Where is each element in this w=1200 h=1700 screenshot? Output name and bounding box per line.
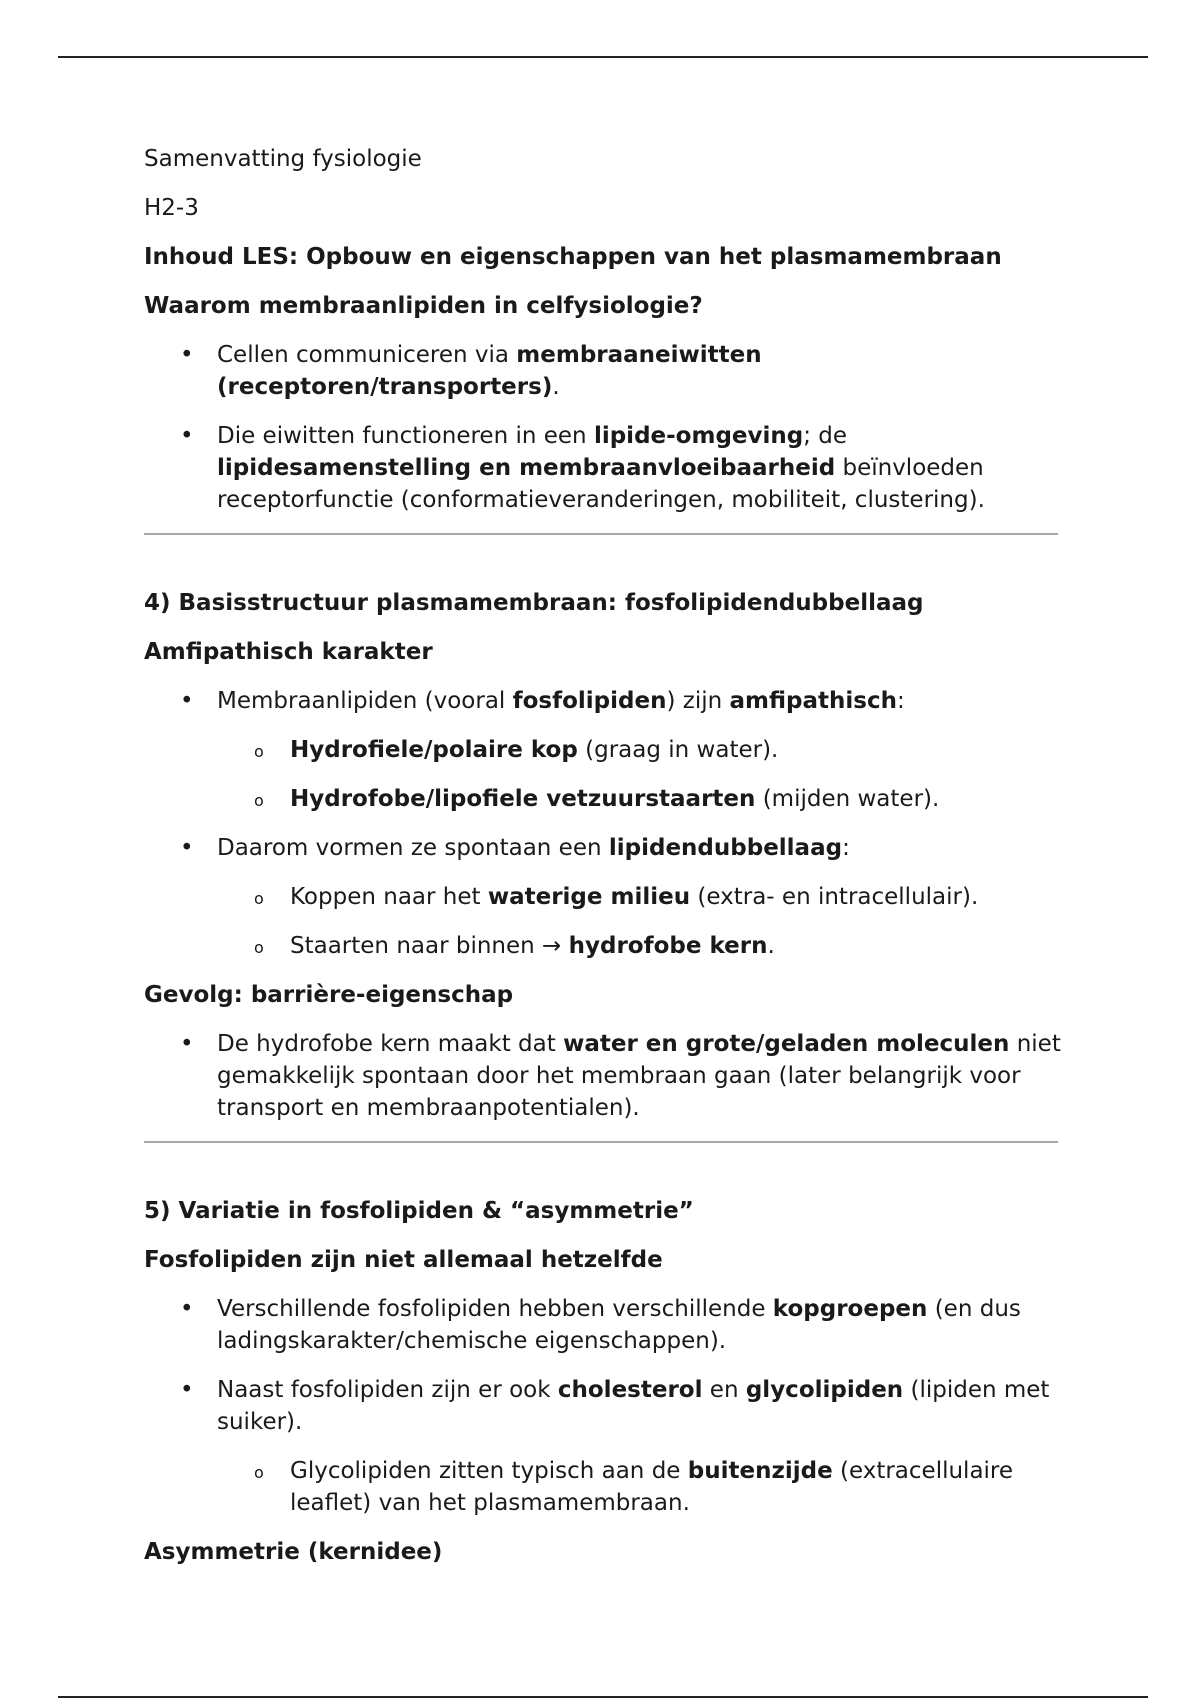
bold-text: lipidendubbellaag	[608, 835, 843, 861]
bullet-icon: •	[180, 835, 194, 861]
text: Koppen naar het	[290, 884, 488, 910]
bullet-icon: •	[180, 1296, 194, 1322]
bold-text: Hydrofiele/polaire kop	[290, 737, 578, 763]
text: Die eiwitten functioneren in een	[217, 423, 594, 449]
sub-bullet-icon: o	[254, 791, 264, 810]
text: Verschillende fosfolipiden hebben verschillende	[217, 1296, 773, 1322]
text: (en dus ladingskarakter/chemische eigenschappen).	[217, 1296, 1021, 1354]
sub-list-item	[144, 881, 1064, 913]
text: Naast fosfolipiden zijn er ook	[217, 1377, 558, 1403]
text: (extracellulaire leaflet) van het plasmamembraan.	[290, 1458, 1014, 1516]
text: ) zijn	[666, 688, 730, 714]
sub-bullet-icon: o	[254, 889, 264, 908]
bold-text: amfipathisch	[729, 688, 897, 714]
section-divider	[144, 533, 1058, 535]
gevolg-heading: Gevolg: barrière-eigenschap	[144, 982, 514, 1008]
bold-text: glycolipiden	[745, 1377, 904, 1403]
text: en	[702, 1377, 746, 1403]
text: :	[842, 835, 850, 861]
amfipathisch-heading: Amfipathisch karakter	[144, 639, 433, 665]
bold-text: membraaneiwitten (receptoren/transporters)	[217, 342, 762, 400]
list-item	[144, 1374, 1064, 1438]
text: Staarten naar binnen →	[290, 933, 569, 959]
text: ; de	[803, 423, 848, 449]
variatie-heading: Fosfolipiden zijn niet allemaal hetzelfde	[144, 1247, 663, 1273]
sub-list-item	[144, 1455, 1064, 1519]
list-item	[144, 420, 1064, 516]
text: (extra- en intracellulair).	[690, 884, 979, 910]
lesson-heading: Inhoud LES: Opbouw en eigenschappen van het plasmamembraan	[144, 244, 1002, 270]
text: De hydrofobe kern maakt dat	[217, 1031, 564, 1057]
bullet-icon: •	[180, 1031, 194, 1057]
text: :	[896, 688, 905, 714]
text: .	[552, 374, 560, 400]
text: Glycolipiden zitten typisch aan de	[290, 1458, 688, 1484]
document-title: Samenvatting fysiologie	[144, 146, 422, 172]
text: (graag in water).	[577, 737, 779, 763]
bullet-icon: •	[180, 342, 194, 368]
text: Cellen communiceren via	[217, 342, 517, 368]
bold-text: fosfolipiden	[512, 688, 667, 714]
sub-bullet-icon: o	[254, 938, 264, 957]
page-bottom-rule	[58, 1696, 1148, 1698]
text: (lipiden met suiker).	[217, 1377, 1050, 1435]
section-5-heading: 5) Variatie in fosfolipiden & “asymmetrie”	[144, 1198, 694, 1224]
text: beïnvloeden receptorfunctie (conformatieveranderingen, mobiliteit, clustering).	[217, 455, 985, 513]
section-4-heading: 4) Basisstructuur plasmamembraan: fosfolipidendubbellaag	[144, 590, 924, 616]
bullet-icon: •	[180, 688, 194, 714]
section-divider	[144, 1141, 1058, 1143]
list-item	[144, 832, 1064, 864]
bold-text: kopgroepen	[772, 1296, 928, 1322]
text: niet gemakkelijk spontaan door het membraan gaan (later belangrijk voor transport en membraanpotentialen).	[217, 1031, 1061, 1121]
why-heading: Waarom membraanlipiden in celfysiologie?	[144, 293, 703, 319]
text: Daarom vormen ze spontaan een	[217, 835, 609, 861]
bold-text: lipide-omgeving	[593, 423, 804, 449]
text: (mijden water).	[755, 786, 940, 812]
bold-text: lipidesamenstelling en membraanvloeibaarheid	[217, 455, 836, 481]
sub-list-item	[144, 783, 1064, 815]
text: Membraanlipiden (vooral	[217, 688, 513, 714]
text: .	[767, 933, 775, 959]
asymmetrie-heading: Asymmetrie (kernidee)	[144, 1539, 443, 1565]
chapter-label: H2-3	[144, 195, 199, 221]
sub-bullet-icon: o	[254, 1463, 264, 1482]
list-item	[144, 1028, 1064, 1124]
bold-text: cholesterol	[557, 1377, 703, 1403]
document-body	[144, 143, 1064, 1585]
sub-list-item	[144, 930, 1064, 962]
sub-list-item	[144, 734, 1064, 766]
page-top-rule	[58, 56, 1148, 58]
bold-text: water en grote/geladen moleculen	[563, 1031, 1010, 1057]
bold-text: waterige milieu	[487, 884, 691, 910]
list-item	[144, 339, 1064, 403]
list-item	[144, 1293, 1064, 1357]
bullet-icon: •	[180, 423, 194, 449]
bold-text: Hydrofobe/lipofiele vetzuurstaarten	[290, 786, 756, 812]
bold-text: hydrofobe kern	[568, 933, 768, 959]
list-item	[144, 685, 1064, 717]
bullet-icon: •	[180, 1377, 194, 1403]
sub-bullet-icon: o	[254, 742, 264, 761]
bold-text: buitenzijde	[687, 1458, 833, 1484]
